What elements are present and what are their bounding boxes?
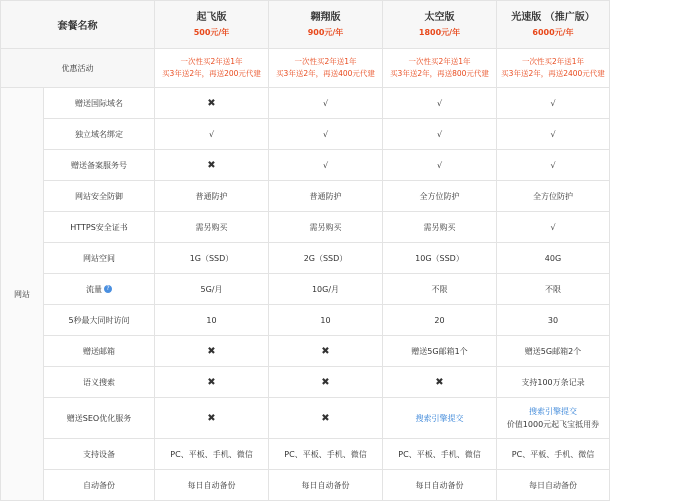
blank-edge [610, 243, 697, 274]
feature-value: √ [497, 212, 610, 243]
feature-value: 10 [155, 305, 269, 336]
feature-value: 赠送5G邮箱1个 [383, 336, 497, 367]
blank-edge [610, 367, 697, 398]
feature-value: 需另购买 [383, 212, 497, 243]
feature-value: 普通防护 [155, 181, 269, 212]
plan-price: 6000元/年 [499, 27, 607, 39]
plan-header-taikong [383, 1, 497, 49]
feature-value: √ [497, 119, 610, 150]
promo-line: 买3年送2年，再送800元代建 [385, 68, 494, 80]
feature-value: 10 [269, 305, 383, 336]
blank-edge [610, 150, 697, 181]
question-circle-icon[interactable]: ? [104, 285, 112, 293]
feature-label: 语义搜索 [44, 367, 155, 398]
feature-value: ✖ [269, 367, 383, 398]
promo-cell [269, 49, 383, 88]
promo-cell [383, 49, 497, 88]
blank-edge [610, 336, 697, 367]
feature-value: PC、平板、手机、微信 [497, 439, 610, 470]
feature-value: 每日自动备份 [383, 470, 497, 501]
plan-header-aoxiang [269, 1, 383, 49]
promo-line: 一次性买2年送1年 [385, 56, 494, 68]
blank-edge [610, 88, 697, 119]
feature-value: 每日自动备份 [497, 470, 610, 501]
section-label-cell [1, 88, 44, 501]
plan-price: 500元/年 [157, 27, 266, 39]
blank-edge [610, 439, 697, 470]
plan-header-guangsu [497, 1, 610, 49]
feature-value: 每日自动备份 [155, 470, 269, 501]
promo-label-cell [1, 49, 155, 88]
blank-edge [610, 470, 697, 501]
plan-name: 太空版 [385, 11, 494, 25]
feature-label: 赠送邮箱 [44, 336, 155, 367]
promo-line: 买3年送2年，再送200元代建 [157, 68, 266, 80]
blank-edge [610, 398, 697, 439]
feature-label: 自动备份 [44, 470, 155, 501]
header-title: 套餐名称 [58, 21, 98, 32]
feature-value: ✖ [155, 367, 269, 398]
feature-value: 20 [383, 305, 497, 336]
feature-value: ✖ [155, 88, 269, 119]
feature-label: 赠送备案服务号 [44, 150, 155, 181]
feature-label: HTTPS安全证书 [44, 212, 155, 243]
feature-value: 1G（SSD） [155, 243, 269, 274]
feature-value: 全方位防护 [383, 181, 497, 212]
feature-value: 2G（SSD） [269, 243, 383, 274]
feature-value: √ [155, 119, 269, 150]
feature-value: √ [269, 119, 383, 150]
feature-value: 每日自动备份 [269, 470, 383, 501]
seo-submit-link[interactable]: 搜索引擎提交 [499, 405, 607, 418]
feature-value: √ [497, 88, 610, 119]
feature-value: √ [383, 119, 497, 150]
plan-name: 起飞版 [157, 11, 266, 25]
feature-value: 30 [497, 305, 610, 336]
blank-edge [610, 212, 697, 243]
feature-value: 需另购买 [269, 212, 383, 243]
section-label: 网站 [14, 290, 30, 299]
blank-edge [610, 49, 697, 88]
feature-value: ✖ [155, 336, 269, 367]
feature-label: 流量 [86, 285, 102, 294]
feature-label: 赠送国际域名 [44, 88, 155, 119]
seo-submit-link[interactable]: 搜索引擎提交 [383, 398, 497, 439]
feature-value: √ [383, 88, 497, 119]
feature-label: 网站安全防御 [44, 181, 155, 212]
feature-value: PC、平板、手机、微信 [383, 439, 497, 470]
feature-label: 独立域名绑定 [44, 119, 155, 150]
header-title-cell [1, 1, 155, 49]
feature-value: 不限 [497, 274, 610, 305]
blank-edge [610, 181, 697, 212]
feature-value: ✖ [383, 367, 497, 398]
plan-name: 光速版 （推广版） [499, 11, 607, 25]
feature-value: √ [269, 88, 383, 119]
seo-voucher-text: 价值1000元起飞宝抵用券 [499, 418, 607, 431]
feature-label: 支持设备 [44, 439, 155, 470]
seo-guangsu-cell [497, 398, 610, 439]
feature-value: 全方位防护 [497, 181, 610, 212]
promo-line: 买3年送2年，再送400元代建 [271, 68, 380, 80]
plan-header-qifei [155, 1, 269, 49]
feature-value: 10G/月 [269, 274, 383, 305]
feature-value: ✖ [269, 398, 383, 439]
blank-edge [610, 274, 697, 305]
feature-value: 支持100万条记录 [497, 367, 610, 398]
feature-value: √ [497, 150, 610, 181]
feature-label: 5秒最大同时访问 [44, 305, 155, 336]
feature-value: ✖ [269, 336, 383, 367]
feature-value: √ [269, 150, 383, 181]
feature-value: ✖ [155, 150, 269, 181]
feature-value: ✖ [155, 398, 269, 439]
promo-line: 一次性买2年送1年 [499, 56, 607, 68]
promo-line: 买3年送2年，再送2400元代建 [499, 68, 607, 80]
feature-label: 赠送SEO优化服务 [44, 398, 155, 439]
feature-value: 10G（SSD） [383, 243, 497, 274]
blank-edge [610, 305, 697, 336]
feature-label: 网站空间 [44, 243, 155, 274]
promo-line: 一次性买2年送1年 [271, 56, 380, 68]
feature-value: 5G/月 [155, 274, 269, 305]
feature-value: PC、平板、手机、微信 [155, 439, 269, 470]
feature-value: 赠送5G邮箱2个 [497, 336, 610, 367]
feature-value: PC、平板、手机、微信 [269, 439, 383, 470]
promo-line: 一次性买2年送1年 [157, 56, 266, 68]
feature-value: √ [383, 150, 497, 181]
feature-value: 不限 [383, 274, 497, 305]
blank-edge [610, 1, 697, 49]
feature-value: 40G [497, 243, 610, 274]
promo-label: 优惠活动 [62, 64, 94, 73]
promo-cell [497, 49, 610, 88]
feature-value: 需另购买 [155, 212, 269, 243]
blank-edge [610, 119, 697, 150]
plan-price: 1800元/年 [385, 27, 494, 39]
feature-label-traffic [44, 274, 155, 305]
plan-name: 翱翔版 [271, 11, 380, 25]
plan-price: 900元/年 [271, 27, 380, 39]
feature-value: 普通防护 [269, 181, 383, 212]
promo-cell [155, 49, 269, 88]
